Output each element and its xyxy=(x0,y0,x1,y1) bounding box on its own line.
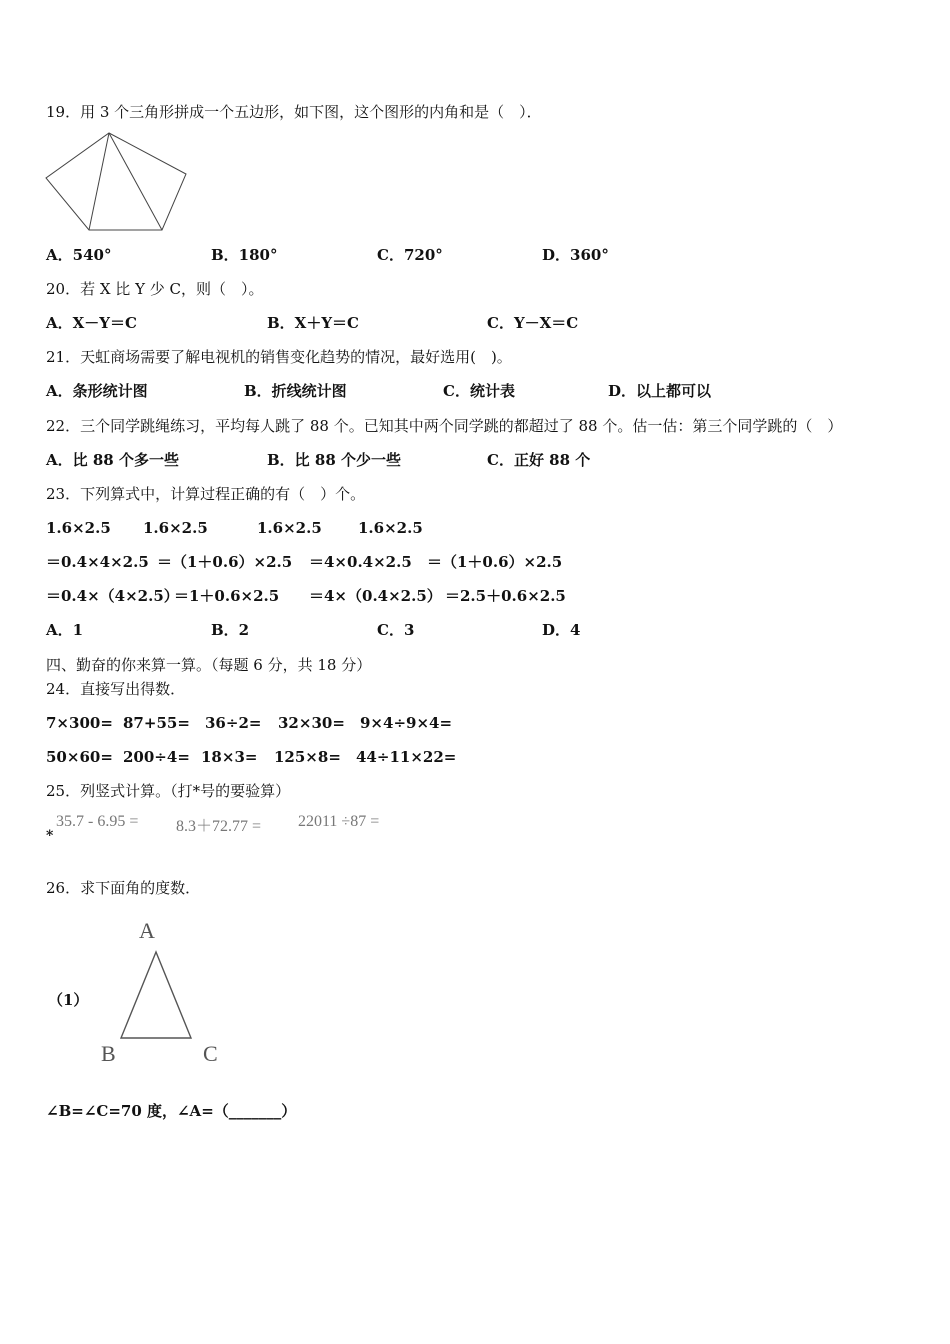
q24-expr-7: 200÷4= xyxy=(123,748,190,766)
q23-option-b[interactable]: B．2 xyxy=(211,621,250,639)
q19-option-d[interactable]: D．360° xyxy=(542,246,609,264)
q23-calc-2-line-3: ＝1＋0.6×2.5 xyxy=(174,587,280,605)
q23-calc-2-line-2: ＝（1＋0.6）×2.5 xyxy=(157,553,293,571)
q21-option-c[interactable]: C．统计表 xyxy=(443,382,515,400)
q23-calc-1-line-2: ＝0.4×4×2.5 xyxy=(46,553,149,571)
q26-part-label: （1） xyxy=(48,991,89,1009)
q23-option-d[interactable]: D．4 xyxy=(542,621,581,639)
q21-option-a[interactable]: A．条形统计图 xyxy=(46,382,148,400)
q20-option-b[interactable]: B．X＋Y＝C xyxy=(267,314,359,332)
q20-option-c[interactable]: C．Y－X＝C xyxy=(487,314,579,332)
triangle-figure xyxy=(95,915,225,1070)
q21-text: 21．天虹商场需要了解电视机的销售变化趋势的情况，最好选用( )。 xyxy=(46,348,512,366)
q25-item-2: 8.3＋72.77 = xyxy=(176,818,262,835)
q19-option-b[interactable]: B．180° xyxy=(211,246,278,264)
vertex-a-label: A xyxy=(139,918,155,943)
q24-text: 24．直接写出得数． xyxy=(46,680,186,698)
q19-option-c[interactable]: C．720° xyxy=(377,246,443,264)
vertex-c-label: C xyxy=(203,1041,218,1066)
q25-item-1: 35.7 - 6.95 = xyxy=(56,813,139,830)
q23-calc-1-line-3: ＝0.4×（4×2.5） xyxy=(46,587,179,605)
q24-expr-3: 36÷2= xyxy=(205,714,262,732)
q22-option-c[interactable]: C．正好 88 个 xyxy=(487,451,591,469)
q24-expr-10: 44÷11×22= xyxy=(356,748,457,766)
q23-text: 23．下列算式中，计算过程正确的有（ ）个。 xyxy=(46,485,366,503)
q19-text: 19．用 3 个三角形拼成一个五边形，如下图，这个图形的内角和是（ ）． xyxy=(46,103,542,121)
q24-expr-8: 18×3= xyxy=(201,748,258,766)
q24-expr-2: 87+55= xyxy=(123,714,190,732)
q23-calc-3-line-3: ＝4×（0.4×2.5） xyxy=(309,587,442,605)
q25-star-mark: * xyxy=(46,828,54,844)
pentagon-outline xyxy=(46,133,186,230)
q21-option-b[interactable]: B．折线统计图 xyxy=(244,382,347,400)
pentagon-diagonal-left xyxy=(89,133,109,230)
section-4-heading: 四、勤奋的你来算一算。（每题 6 分，共 18 分） xyxy=(46,656,372,674)
q20-text: 20．若 X 比 Y 少 C，则（ ）。 xyxy=(46,280,264,298)
q22-text: 22．三个同学跳绳练习，平均每人跳了 88 个。已知其中两个同学跳的都超过了 88 个。估一估：第三个同学跳的（ ） xyxy=(46,417,843,435)
q24-expr-9: 125×8= xyxy=(274,748,341,766)
q23-calc-4-line-3: ＝2.5＋0.6×2.5 xyxy=(445,587,566,605)
pentagon-figure xyxy=(44,132,190,234)
q21-option-d[interactable]: D．以上都可以 xyxy=(608,382,712,400)
q23-calc-4-line-1: 1.6×2.5 xyxy=(358,519,423,537)
q23-option-a[interactable]: A．1 xyxy=(46,621,84,639)
q23-calc-4-line-2: ＝（1＋0.6）×2.5 xyxy=(427,553,563,571)
q25-item-3: 22011 ÷87 = xyxy=(298,813,380,830)
vertex-b-label: B xyxy=(101,1041,116,1066)
q23-calc-3-line-1: 1.6×2.5 xyxy=(257,519,322,537)
q26-text: 26．求下面角的度数． xyxy=(46,879,201,897)
triangle-abc xyxy=(121,952,191,1038)
q23-option-c[interactable]: C．3 xyxy=(377,621,415,639)
q20-option-a[interactable]: A．X－Y＝C xyxy=(46,314,137,332)
q19-option-a[interactable]: A．540° xyxy=(46,246,112,264)
q22-option-b[interactable]: B．比 88 个少一些 xyxy=(267,451,401,469)
q25-text: 25．列竖式计算。（打*号的要验算） xyxy=(46,782,291,800)
q22-option-a[interactable]: A．比 88 个多一些 xyxy=(46,451,179,469)
q23-calc-1-line-1: 1.6×2.5 xyxy=(46,519,111,537)
q24-expr-5: 9×4÷9×4= xyxy=(360,714,453,732)
q23-calc-2-line-1: 1.6×2.5 xyxy=(143,519,208,537)
q24-expr-1: 7×300= xyxy=(46,714,113,732)
q24-expr-4: 32×30= xyxy=(278,714,345,732)
q24-expr-6: 50×60= xyxy=(46,748,113,766)
q26-answer-line[interactable]: ∠B=∠C=70 度，∠A=（_______） xyxy=(46,1102,297,1120)
q23-calc-3-line-2: ＝4×0.4×2.5 xyxy=(309,553,412,571)
q25-items xyxy=(56,813,456,835)
